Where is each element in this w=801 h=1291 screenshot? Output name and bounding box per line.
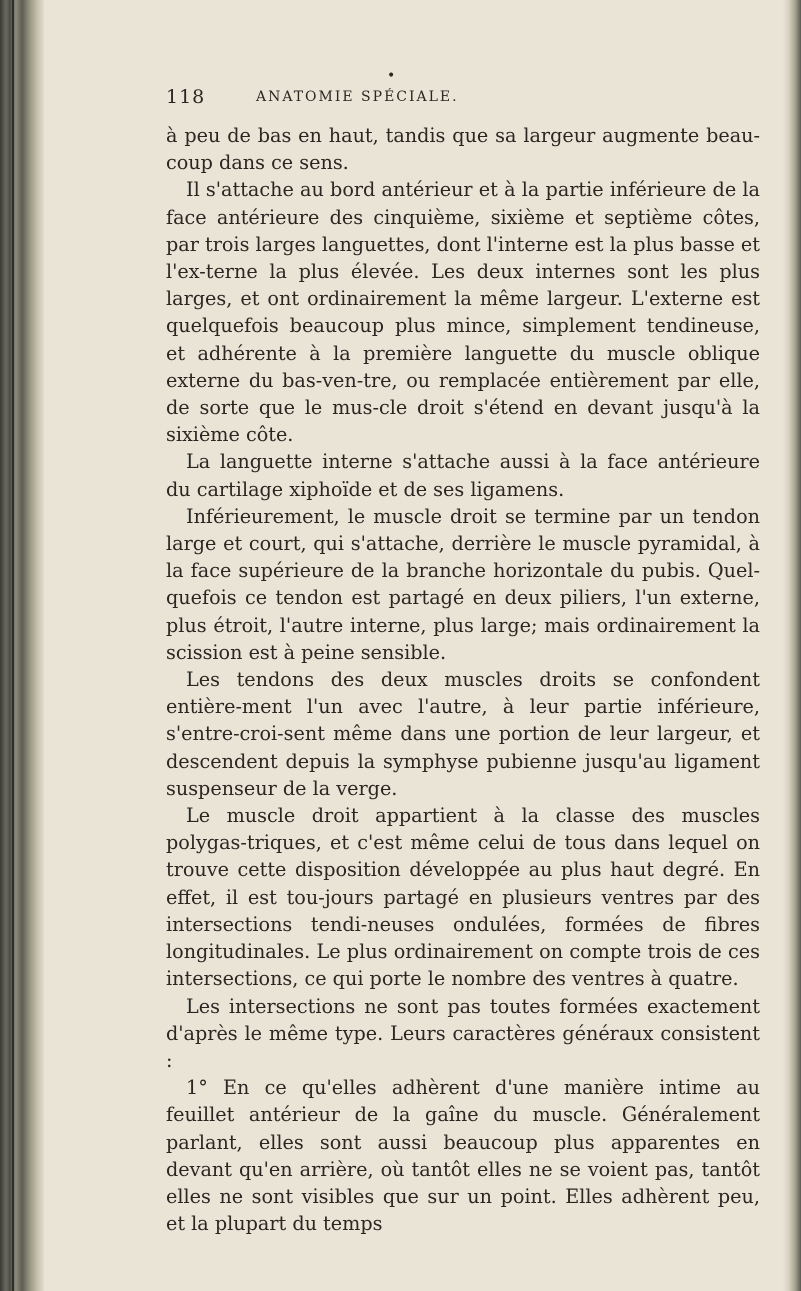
running-title: ANATOMIE SPÉCIALE. — [256, 89, 459, 105]
page-header — [166, 68, 760, 116]
binding-edge-line — [12, 0, 14, 1291]
paragraph: Les tendons des deux muscles droits se confondent entière-ment l'un avec l'autre, à leur partie inférieure, s'entre-croi-sent même dans une portion de leur largeur, et descendent depuis la symphyse pubienne jusqu'au ligament suspenseur de la verge. — [166, 668, 760, 800]
paragraph: Le muscle droit appartient à la classe des muscles polygas-triques, et c'est même celui de tous dans lequel on trouve cette disposition développée au plus haut degré. En effet, il est tou-jours partagé en plusieurs ventres par des intersections tendi-neuses ondulées, formées de fibres longitudinales. Le plus ordinairement on compte trois de ces intersections, ce qui porte le nombre des ventres à quatre. — [166, 804, 760, 991]
book-binding — [0, 0, 44, 1291]
body-text — [166, 122, 760, 1237]
paragraph: Inférieurement, le muscle droit se termine par un tendon large et court, qui s'attache, derrière le muscle pyramidal, à la face supérieure de la branche horizontale du pubis. Quel-quefois ce tendon est partagé en deux piliers, l'un externe, plus étroit, l'autre interne, plus large; mais ordinairement la scission est à peine sensible. — [166, 504, 760, 664]
book-page — [166, 68, 760, 1237]
page-number: 118 — [166, 86, 206, 108]
paragraph: à peu de bas en haut, tandis que sa largeur augmente beau-coup dans ce sens. — [166, 124, 760, 175]
paragraph: La languette interne s'attache aussi à la face antérieure du cartilage xiphoïde et de ses ligamens. — [166, 450, 760, 501]
header-dot-mark: • — [387, 68, 396, 84]
paragraph: Il s'attache au bord antérieur et à la partie inférieure de la face antérieure des cinquième, sixième et septième côtes, par trois larges languettes, dont l'interne est la plus basse et l'ex-terne la plus élevée. Les deux internes sont les plus larges, et ont ordinairement la même largeur. L'externe est quelquefois beaucoup plus mince, simplement tendineuse, et adhérente à la première languette du muscle oblique externe du bas-ven-tre, ou remplacée entièrement par elle, de sorte que le mus-cle droit s'étend en devant jusqu'à la sixième côte. — [166, 178, 760, 447]
paragraph: 1° En ce qu'elles adhèrent d'une manière intime au feuillet antérieur de la gaîne du muscle. Généralement parlant, elles sont aussi beaucoup plus apparentes en devant qu'en arrière, où tantôt elles ne se voient pas, tantôt elles ne sont visibles que sur un point. Elles adhèrent peu, et la plupart du temps — [166, 1076, 760, 1236]
paragraph: Les intersections ne sont pas toutes formées exactement d'après le même type. Leurs caractères généraux consistent : — [166, 994, 760, 1072]
page-right-edge — [783, 0, 801, 1291]
